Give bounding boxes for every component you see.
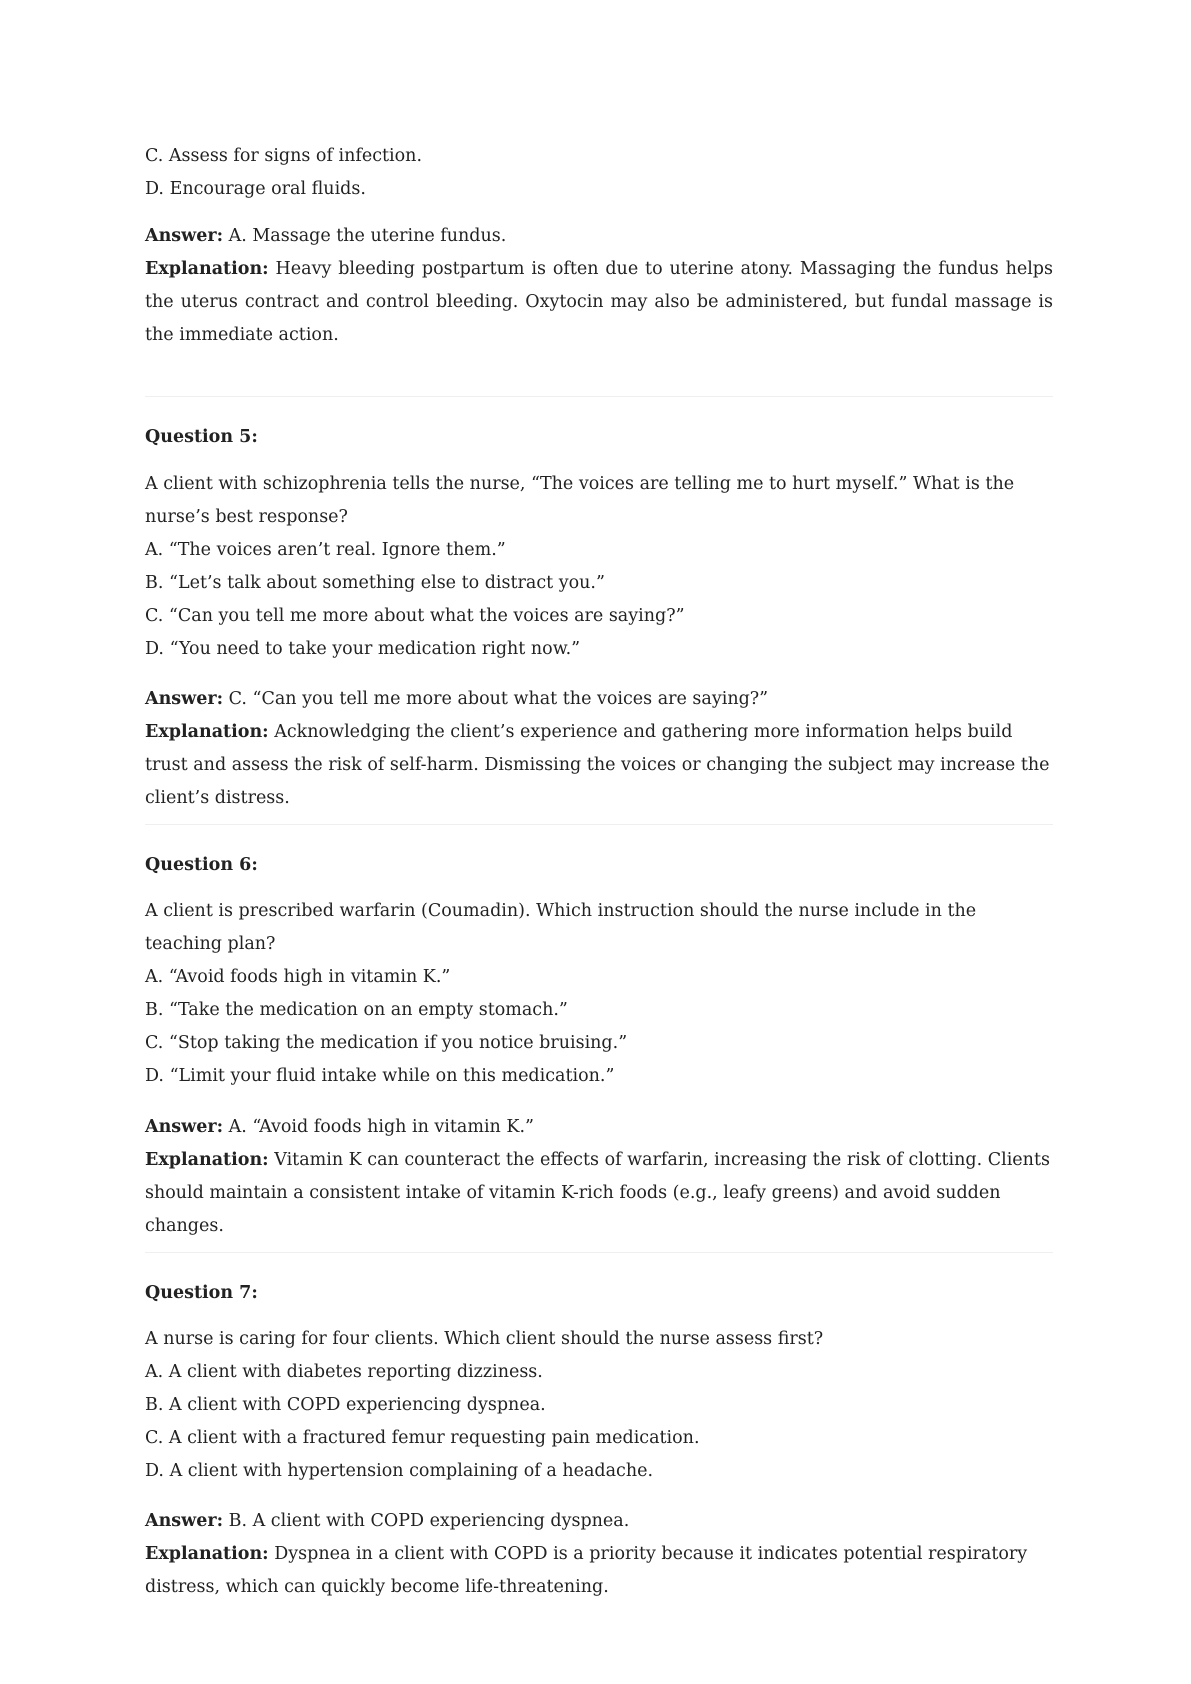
question-5-answer <box>145 683 1053 815</box>
option-text: “Let’s talk about something else to distract you.” <box>169 573 605 593</box>
option-letter: B. <box>145 573 164 593</box>
option-letter: D. <box>145 1066 164 1086</box>
option-a <box>145 534 1053 567</box>
answer-label: Answer: <box>145 1511 224 1531</box>
answer-label: Answer: <box>145 1117 224 1137</box>
section-divider <box>145 396 1053 397</box>
option-letter: A. <box>145 540 164 560</box>
option-d <box>145 173 1053 206</box>
question-6-body <box>145 895 1053 1093</box>
answer-text: A. Massage the uterine fundus. <box>228 226 507 246</box>
question-stem: A nurse is caring for four clients. Which client should the nurse assess first? <box>145 1329 824 1349</box>
option-letter: B. <box>145 1395 164 1415</box>
option-letter: D. <box>145 639 164 659</box>
option-b <box>145 567 1053 600</box>
answer-line <box>145 1505 1053 1538</box>
option-text: “Avoid foods high in vitamin K.” <box>168 967 451 987</box>
explanation-label: Explanation: <box>145 1544 269 1564</box>
explanation-paragraph <box>145 1144 1053 1243</box>
explanation-text: Vitamin K can counteract the effects of warfarin, increasing the risk of clotting. Clients should maintain a consistent intake of vitamin K-rich foods (e.g., leafy greens) and avoid sudden changes. <box>145 1150 1050 1236</box>
question-7 <box>145 1280 1053 1306</box>
option-text: “Take the medication on an empty stomach.” <box>169 1000 568 1020</box>
answer-text: A. “Avoid foods high in vitamin K.” <box>228 1117 534 1137</box>
option-letter: A. <box>145 1362 164 1382</box>
option-text: Assess for signs of infection. <box>168 146 423 166</box>
option-letter: B. <box>145 1000 164 1020</box>
question-6 <box>145 852 1053 878</box>
option-letter: C. <box>145 1033 164 1053</box>
option-letter: C. <box>145 1428 164 1448</box>
option-a <box>145 1356 1053 1389</box>
option-text: “Limit your fluid intake while on this medication.” <box>169 1066 615 1086</box>
question-title: Question 6: <box>145 855 258 875</box>
question-stem: A client with schizophrenia tells the nurse, “The voices are telling me to hurt myself.” What is the nurse’s best response? <box>145 474 1015 527</box>
option-d <box>145 1455 1053 1488</box>
answer-text: B. A client with COPD experiencing dyspnea. <box>228 1511 630 1531</box>
q4-answer-block <box>145 220 1053 352</box>
option-letter: D. <box>145 179 164 199</box>
answer-line <box>145 683 1053 716</box>
answer-line <box>145 220 1053 253</box>
option-d <box>145 633 1053 666</box>
option-text: “Can you tell me more about what the voices are saying?” <box>168 606 685 626</box>
answer-line <box>145 1111 1053 1144</box>
option-c <box>145 600 1053 633</box>
question-6-answer <box>145 1111 1053 1243</box>
option-text: A client with hypertension complaining of a headache. <box>169 1461 654 1481</box>
question-7-answer <box>145 1505 1053 1604</box>
explanation-text: Acknowledging the client’s experience and gathering more information helps build trust and assess the risk of self-harm. Dismissing the voices or changing the subject may increase the client’s distress. <box>145 722 1050 808</box>
section-divider <box>145 824 1053 825</box>
answer-label: Answer: <box>145 226 224 246</box>
section-divider <box>145 1252 1053 1253</box>
option-letter: A. <box>145 967 164 987</box>
option-b <box>145 994 1053 1027</box>
question-stem: A client is prescribed warfarin (Coumadin). Which instruction should the nurse include in the teaching plan? <box>145 901 977 954</box>
option-a <box>145 961 1053 994</box>
explanation-label: Explanation: <box>145 722 269 742</box>
explanation-paragraph <box>145 1538 1053 1604</box>
option-text: A client with a fractured femur requesting pain medication. <box>168 1428 700 1448</box>
option-text: A client with COPD experiencing dyspnea. <box>169 1395 546 1415</box>
option-text: “The voices aren’t real. Ignore them.” <box>168 540 506 560</box>
option-letter: C. <box>145 146 164 166</box>
explanation-paragraph <box>145 253 1053 352</box>
question-title: Question 7: <box>145 1283 258 1303</box>
option-text: “Stop taking the medication if you notice bruising.” <box>168 1033 628 1053</box>
question-5 <box>145 424 1053 450</box>
option-c <box>145 1422 1053 1455</box>
q4-continued-options <box>145 140 1053 206</box>
option-d <box>145 1060 1053 1093</box>
explanation-paragraph <box>145 716 1053 815</box>
explanation-label: Explanation: <box>145 259 269 279</box>
question-7-body <box>145 1323 1053 1488</box>
option-text: Encourage oral fluids. <box>169 179 366 199</box>
option-text: A client with diabetes reporting dizziness. <box>168 1362 543 1382</box>
answer-text: C. “Can you tell me more about what the voices are saying?” <box>228 689 769 709</box>
question-5-body <box>145 468 1053 666</box>
option-c <box>145 1027 1053 1060</box>
option-letter: D. <box>145 1461 164 1481</box>
option-text: “You need to take your medication right now.” <box>169 639 581 659</box>
question-title: Question 5: <box>145 427 258 447</box>
answer-label: Answer: <box>145 689 224 709</box>
option-c <box>145 140 1053 173</box>
option-letter: C. <box>145 606 164 626</box>
explanation-label: Explanation: <box>145 1150 269 1170</box>
explanation-text: Dyspnea in a client with COPD is a priority because it indicates potential respiratory distress, which can quickly become life-threatening. <box>145 1544 1028 1597</box>
option-b <box>145 1389 1053 1422</box>
explanation-text: Heavy bleeding postpartum is often due to uterine atony. Massaging the fundus helps the uterus contract and control bleeding. Oxytocin may also be administered, but fundal massage is the immediate action. <box>145 259 1053 345</box>
